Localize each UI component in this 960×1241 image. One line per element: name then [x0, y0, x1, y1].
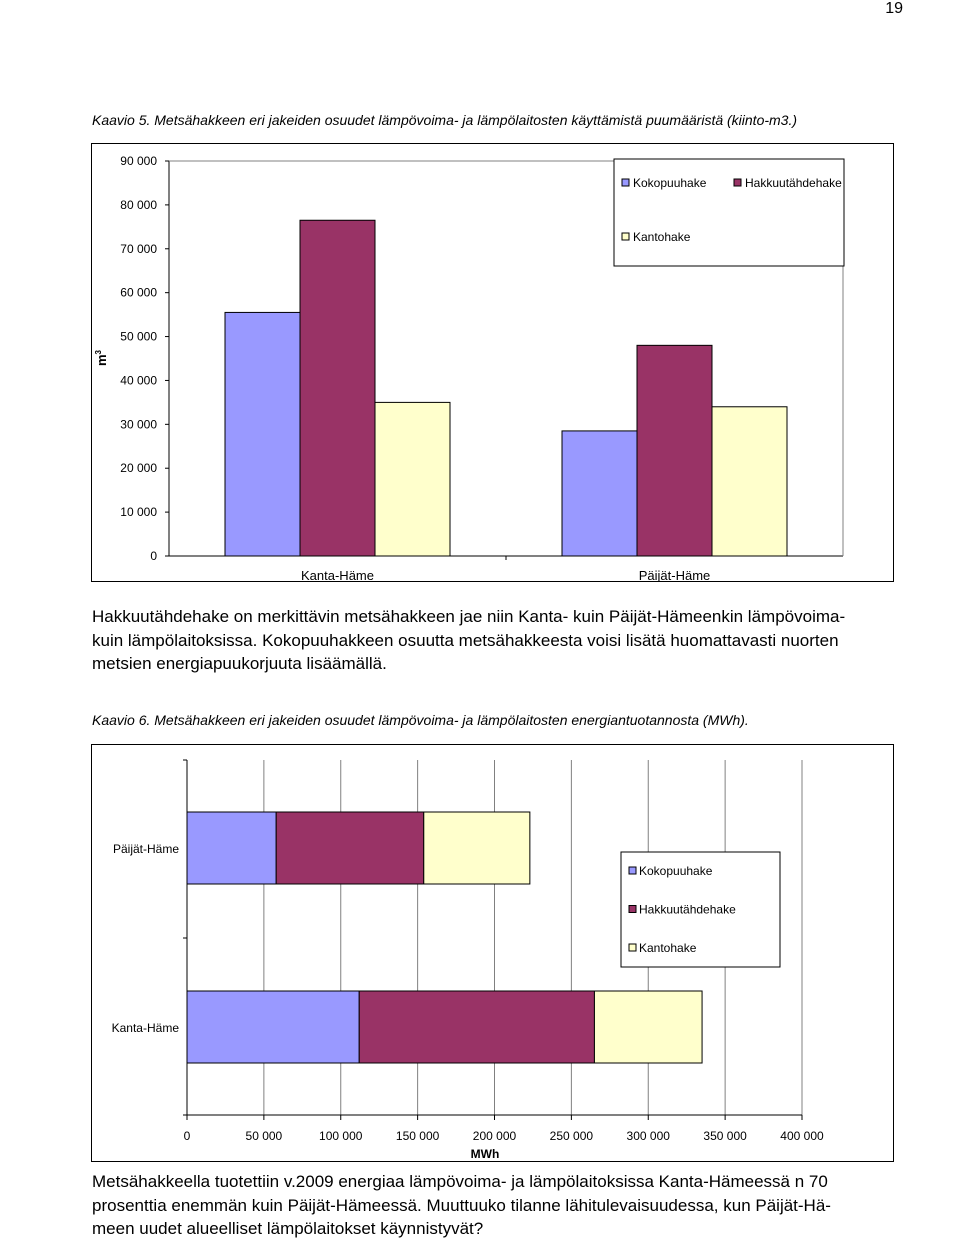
- chart6-caption: Kaavio 6. Metsähakkeen eri jakeiden osuudet lämpövoima- ja lämpölaitosten energiantuotannosta (MWh).: [92, 712, 749, 728]
- paragraph-1-line-3: metsien energiapuukorjuuta lisäämällä.: [92, 654, 387, 673]
- y-tick-label: 50 000: [120, 329, 157, 344]
- page-number: 19: [885, 0, 903, 17]
- paragraph-2-line-3: meen uudet alueelliset lämpölaitokset käynnistyvät?: [92, 1219, 484, 1238]
- paragraph-1-line-1: Hakkuutähdehake on merkittävin metsähakkeen jae niin Kanta- kuin Päijät-Hämeenkin lämpövoima-: [92, 607, 846, 626]
- legend-label-kantohake: Kantohake: [639, 941, 697, 955]
- bar-kanta-hame-kantohake: [375, 402, 450, 556]
- bar-kanta-hame-hakkuutahdehake: [300, 220, 375, 556]
- y-axis-label-unit: m: [94, 354, 109, 367]
- chart6-frame: [91, 744, 894, 1162]
- y-category-label: Kanta-Häme: [111, 1021, 179, 1035]
- legend-label-kantohake: Kantohake: [633, 230, 691, 244]
- bar-kanta-hame-kantohake: [594, 991, 702, 1063]
- y-tick-label: 70 000: [120, 241, 157, 256]
- x-axis-label: MWh: [470, 1147, 500, 1161]
- paragraph-2-line-2: prosenttia enemmän kuin Päijät-Hämeessä. Muuttuuko tilanne lähitulevaisuudessa, kun Päijät-Hä-: [92, 1195, 831, 1215]
- paragraph-2: [92, 1170, 892, 1241]
- x-tick-label: 250 000: [549, 1129, 594, 1143]
- x-tick-label: 100 000: [319, 1129, 363, 1143]
- paragraph-1-line-2: kuin lämpölaitoksissa. Kokopuuhakkeen osuutta metsähakkeesta voisi lisätä huomattavasti nuorten: [92, 630, 839, 650]
- x-tick-label: 350 000: [703, 1129, 747, 1143]
- y-tick-label: 0: [150, 549, 157, 563]
- paragraph-2-line-1: Metsähakkeella tuotettiin v.2009 energiaa lämpövoima- ja lämpölaitoksissa Kanta-Hämeessä n 70: [92, 1172, 828, 1191]
- chart5-frame: [91, 143, 894, 582]
- x-category-label: Kanta-Häme: [301, 568, 374, 581]
- chart5-caption: Kaavio 5. Metsähakkeen eri jakeiden osuudet lämpövoima- ja lämpölaitosten käyttämistä puumääristä (kiinto-m3.): [92, 112, 798, 128]
- y-tick-label: 90 000: [120, 154, 157, 168]
- legend-label-kokopuuhake: Kokopuuhake: [633, 176, 707, 190]
- x-tick-label: 300 000: [626, 1129, 670, 1143]
- x-tick-label: 50 000: [245, 1129, 283, 1143]
- legend-swatch-hakkuutahdehake: [629, 906, 636, 913]
- legend-swatch-kokopuuhake: [622, 179, 629, 186]
- y-tick-label: 60 000: [120, 285, 157, 300]
- y-axis-label-superscript: 3: [94, 349, 103, 355]
- x-category-label: Päijät-Häme: [638, 568, 711, 581]
- bar-paijat-hame-hakkuutahdehake: [637, 345, 712, 556]
- bar-kanta-hame-hakkuutahdehake: [359, 991, 594, 1063]
- bar-paijat-hame-kokopuuhake: [562, 431, 637, 556]
- y-tick-label: 10 000: [120, 505, 157, 520]
- x-tick-label: 200 000: [472, 1129, 517, 1143]
- y-tick-label: 80 000: [120, 197, 157, 212]
- legend-label-kokopuuhake: Kokopuuhake: [639, 864, 713, 878]
- chart5-svg: [92, 144, 893, 581]
- y-axis-label: [94, 349, 109, 366]
- paragraph-1: [92, 605, 892, 676]
- bar-paijat-hame-hakkuutahdehake: [276, 812, 424, 884]
- x-tick-label: 150 000: [395, 1129, 440, 1143]
- chart6-svg: [92, 745, 893, 1161]
- x-tick-label: 400 000: [780, 1129, 824, 1143]
- bar-kanta-hame-kokopuuhake: [225, 312, 300, 556]
- y-tick-label: 30 000: [120, 417, 157, 432]
- y-tick-label: 20 000: [120, 461, 157, 476]
- legend-swatch-kantohake: [622, 233, 629, 240]
- bar-kanta-hame-kokopuuhake: [187, 991, 359, 1063]
- y-category-label: Päijät-Häme: [112, 842, 179, 856]
- bar-paijat-hame-kantohake: [712, 407, 787, 556]
- bar-paijat-hame-kokopuuhake: [187, 812, 276, 884]
- legend-swatch-kantohake: [629, 944, 636, 951]
- bar-paijat-hame-kantohake: [424, 812, 530, 884]
- legend-swatch-hakkuutahdehake: [734, 179, 741, 186]
- x-tick-label: 0: [183, 1129, 191, 1143]
- legend-label-hakkuutahdehake: Hakkuutähdehake: [745, 176, 842, 190]
- legend-swatch-kokopuuhake: [629, 867, 636, 874]
- y-tick-label: 40 000: [120, 373, 157, 388]
- legend-label-hakkuutahdehake: Hakkuutähdehake: [639, 902, 736, 917]
